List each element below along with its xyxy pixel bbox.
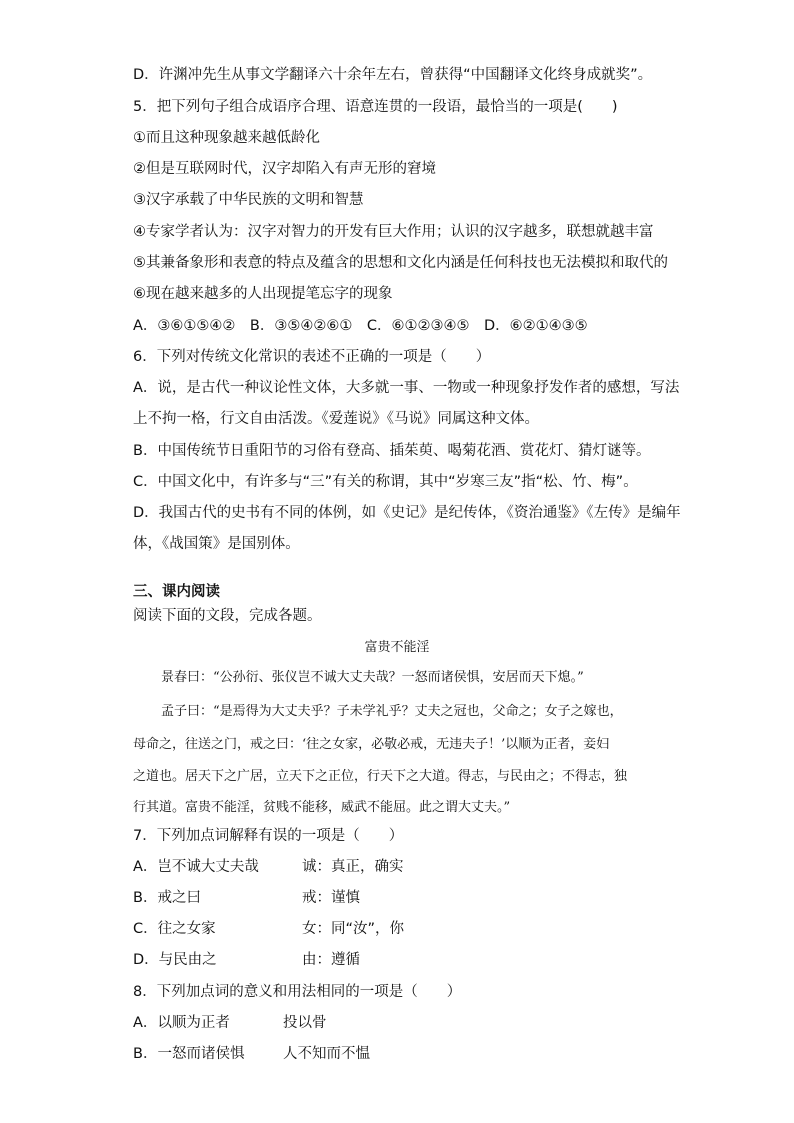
option-right: 戒：谨慎	[302, 890, 360, 906]
option-left: D．与民由之	[133, 952, 217, 968]
question-5-stem: 5．把下列句子组合成语序合理、语意连贯的一段语，最恰当的一项是( )	[133, 99, 618, 115]
passage-line-4: 之道也。居天下之广居，立天下之正位，行天下之大道。得志，与民由之；不得志，独	[133, 769, 628, 784]
option-right: 由：遵循	[302, 952, 360, 968]
option-left: C．往之女家	[133, 921, 216, 937]
sentence-4: ④专家学者认为：汉字对智力的开发有巨大作用；认识的汉字越多，联想就越丰富	[133, 224, 654, 240]
question-5-options: A．③⑥①⑤④② B．③⑤④②⑥① C．⑥①②③④⑤ D．⑥②①④③⑤	[133, 318, 588, 334]
question-6-option-d-line2: 体，《战国策》是国别体。	[133, 536, 300, 552]
question-7-stem: 7．下列加点词解释有误的一项是（ ）	[133, 828, 404, 844]
sentence-6: ⑥现在越来越多的人出现提笔忘字的现象	[133, 286, 393, 302]
section-heading: 三、课内阅读	[133, 584, 220, 600]
option-right: 女：同“汝”，你	[302, 921, 405, 937]
option-left: B．一怒而诸侯惧	[133, 1046, 245, 1062]
sentence-1: ①而且这种现象越来越低龄化	[133, 130, 320, 146]
passage-line-5: 行其道。富贵不能淫，贫贱不能移，威武不能屈。此之谓大丈夫。”	[133, 800, 511, 815]
sentence-5: ⑤其兼备象形和表意的特点及蕴含的思想和文化内涵是任何科技也无法模拟和取代的	[133, 255, 668, 271]
question-6-stem: 6．下列对传统文化常识的表述不正确的一项是（ ）	[133, 349, 491, 365]
sentence-2: ②但是互联网时代，汉字却陷入有声无形的窘境	[133, 161, 436, 177]
option-d-q4: D．许渊冲先生从事文学翻译六十余年左右，曾获得“中国翻译文化终身成就奖”。	[133, 67, 653, 83]
option-right: 诚：真正，确实	[302, 859, 404, 875]
question-6-option-b: B．中国传统节日重阳节的习俗有登高、插茱萸、喝菊花酒、赏花灯、猜灯谜等。	[133, 443, 651, 459]
option-left: B．戒之曰	[133, 890, 201, 906]
passage-line-1: 景春曰：“公孙衍、张仪岂不诚大丈夫哉？一怒而诸侯惧，安居而天下熄。”	[161, 670, 584, 685]
passage-line-2: 孟子曰：“是焉得为大丈夫乎？子未学礼乎？丈夫之冠也，父命之；女子之嫁也，	[161, 704, 623, 719]
section-intro: 阅读下面的文段，完成各题。	[133, 608, 322, 624]
option-right: 投以骨	[283, 1015, 327, 1031]
sentence-3: ③汉字承载了中华民族的文明和智慧	[133, 192, 364, 208]
question-8-stem: 8．下列加点词的意义和用法相同的一项是（ ）	[133, 984, 462, 1000]
question-6-option-c: C．中国文化中，有许多与“三”有关的称谓，其中“岁寒三友”指“松、竹、梅”。	[133, 474, 638, 490]
question-6-option-a-line1: A．说，是古代一种议论性文体，大多就一事、一物或一种现象抒发作者的感想，写法	[133, 380, 680, 396]
passage-line-3: 母命之，往送之门，戒之曰：‘往之女家，必敬必戒，无违夫子！’以顺为正者，妾妇	[133, 737, 610, 752]
option-left: A．岂不诚大丈夫哉	[133, 859, 259, 875]
passage-title: 富贵不能淫	[364, 640, 430, 655]
question-6-option-d-line1: D．我国古代的史书有不同的体例，如《史记》是纪传体，《资治通鉴》《左传》是编年	[133, 505, 681, 521]
question-6-option-a-line2: 上不拘一格，行文自由活泼。《爱莲说》《马说》同属这种文体。	[133, 411, 539, 427]
option-right: 人不知而不愠	[283, 1046, 370, 1062]
option-left: A．以顺为正者	[133, 1015, 230, 1031]
